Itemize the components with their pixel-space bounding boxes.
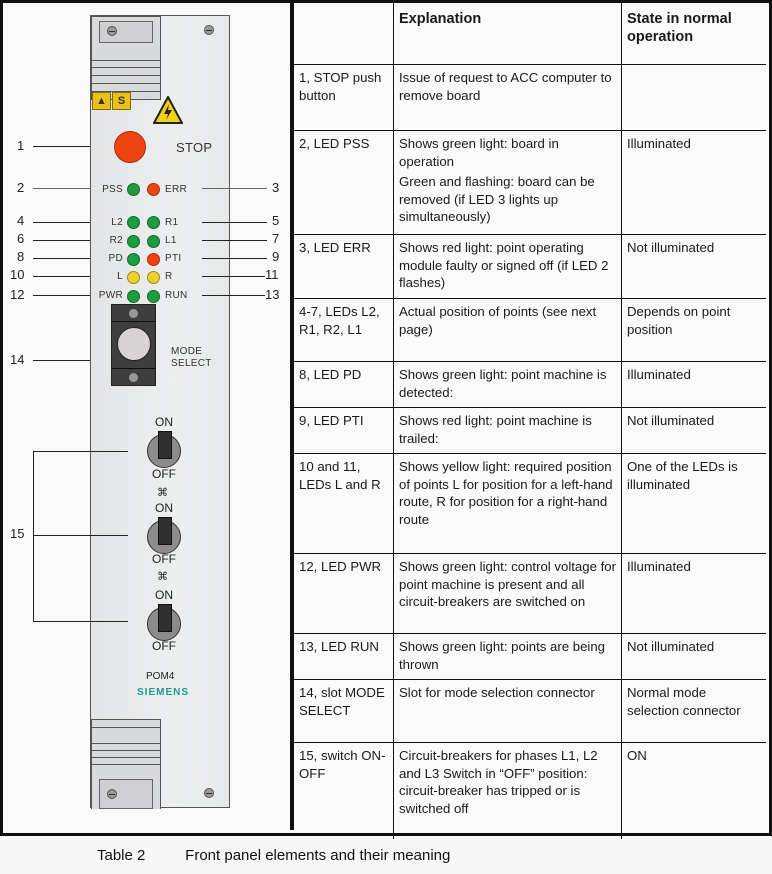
mode-select-connector	[117, 327, 151, 361]
cell-explanation: Shows red light: point operating module faulty or signed off (if LED 2 flashes)	[394, 235, 622, 299]
cell-element: 1, STOP push button	[294, 65, 394, 131]
callout-8: 8	[17, 249, 25, 264]
callout-5: 5	[272, 213, 280, 228]
cell-explanation	[394, 131, 622, 235]
switch-off-label: OFF	[152, 467, 176, 481]
led-pwr	[127, 290, 140, 303]
callout-15: 15	[10, 526, 25, 541]
screw-hash-icon: ⌘	[157, 487, 168, 499]
led-label: PWR	[98, 290, 123, 301]
esd-hand-icon: S	[112, 92, 131, 110]
screw-icon	[129, 373, 138, 382]
table-row	[294, 680, 766, 743]
led-l1	[147, 235, 160, 248]
header-state: State in normal operation	[622, 3, 767, 65]
mode-label: MODE	[171, 346, 203, 357]
cell-element: 8, LED PD	[294, 362, 394, 408]
cell-state: Not illuminated	[622, 634, 767, 680]
table-row	[294, 362, 766, 408]
circuit-breaker-switch-2[interactable]	[147, 520, 181, 554]
brand-logo: SIEMENS	[137, 687, 190, 698]
led-label: ERR	[165, 184, 188, 195]
table-row	[294, 743, 766, 839]
table-row	[294, 131, 766, 235]
switch-on-label: ON	[155, 415, 173, 429]
explanation-line: Green and flashing: board can be removed (if LED 3 lights up simultaneously)	[399, 174, 595, 224]
led-err	[147, 183, 160, 196]
front-panel-elements-table	[294, 3, 766, 839]
cell-explanation: Slot for mode selection connector	[394, 680, 622, 743]
led-label: PTI	[165, 253, 182, 264]
cell-state: Normal mode selection connector	[622, 680, 767, 743]
cell-element: 12, LED PWR	[294, 554, 394, 634]
callout-14: 14	[10, 352, 25, 367]
cell-explanation: Actual position of points (see next page)	[394, 299, 622, 362]
table-row	[294, 554, 766, 634]
cell-element: 2, LED PSS	[294, 131, 394, 235]
table-row	[294, 408, 766, 454]
led-pd	[127, 253, 140, 266]
mode-select-slot[interactable]	[111, 304, 156, 386]
cell-explanation: Shows red light: point machine is trailed:	[394, 408, 622, 454]
led-pss	[127, 183, 140, 196]
led-label: RUN	[165, 290, 188, 301]
led-r	[147, 271, 160, 284]
switch-on-label: ON	[155, 588, 173, 602]
cell-explanation: Circuit-breakers for phases L1, L2 and L3 Switch in “OFF” position: circuit-breaker has tripped or is switched off	[394, 743, 622, 839]
screw-icon	[107, 26, 117, 36]
esd-warning-icon: ▲	[92, 92, 111, 110]
led-label: L2	[111, 217, 123, 228]
table-row	[294, 634, 766, 680]
cell-element: 10 and 11, LEDs L and R	[294, 454, 394, 554]
select-label: SELECT	[171, 358, 212, 369]
table-row	[294, 454, 766, 554]
cell-state: Illuminated	[622, 131, 767, 235]
led-label: L1	[165, 235, 177, 246]
screw-icon	[204, 788, 214, 798]
led-label: R2	[109, 235, 123, 246]
callout-2: 2	[17, 180, 25, 195]
cell-explanation: Issue of request to ACC computer to remove board	[394, 65, 622, 131]
cell-explanation: Shows green light: points are being thrown	[394, 634, 622, 680]
top-handle	[91, 16, 161, 100]
stop-push-button[interactable]	[114, 131, 146, 163]
led-label: PD	[108, 253, 123, 264]
cell-explanation: Shows yellow light: required position of points L for position for a left-hand route, R for position for a right-hand route	[394, 454, 622, 554]
table-caption	[97, 847, 450, 864]
screw-hash-icon: ⌘	[157, 571, 168, 583]
callout-10: 10	[10, 267, 25, 282]
callout-13: 13	[265, 287, 280, 302]
bottom-handle	[91, 719, 161, 809]
screw-icon	[107, 789, 117, 799]
callout-1: 1	[17, 138, 25, 153]
header-element	[294, 3, 394, 65]
callout-4: 4	[17, 213, 25, 228]
cell-element: 9, LED PTI	[294, 408, 394, 454]
table-header-row	[294, 3, 766, 65]
front-panel-illustration	[90, 15, 230, 808]
callout-7: 7	[272, 231, 280, 246]
high-voltage-warning-icon	[153, 96, 183, 124]
header-explanation: Explanation	[394, 3, 622, 65]
led-pti	[147, 253, 160, 266]
callout-12: 12	[10, 287, 25, 302]
cell-state: Illuminated	[622, 362, 767, 408]
table-row	[294, 65, 766, 131]
cell-state: ON	[622, 743, 767, 839]
screw-icon	[204, 25, 214, 35]
cell-state: Not illuminated	[622, 408, 767, 454]
cell-element: 15, switch ON-OFF	[294, 743, 394, 839]
cell-state: Depends on point position	[622, 299, 767, 362]
table-row	[294, 299, 766, 362]
cell-element: 14, slot MODE SELECT	[294, 680, 394, 743]
cell-state: One of the LEDs is illuminated	[622, 454, 767, 554]
led-label: R1	[165, 217, 179, 228]
led-label: L	[117, 271, 123, 282]
table-row	[294, 235, 766, 299]
circuit-breaker-switch-1[interactable]	[147, 434, 181, 468]
led-label: R	[165, 271, 173, 282]
led-label: PSS	[102, 184, 123, 195]
cell-state: Illuminated	[622, 554, 767, 634]
cell-state	[622, 65, 767, 131]
cell-state: Not illuminated	[622, 235, 767, 299]
callout-11: 11	[265, 267, 279, 282]
led-r2	[127, 235, 140, 248]
callout-3: 3	[272, 180, 280, 195]
screw-icon	[129, 309, 138, 318]
led-l	[127, 271, 140, 284]
cell-element: 13, LED RUN	[294, 634, 394, 680]
led-r1	[147, 216, 160, 229]
switch-off-label: OFF	[152, 552, 176, 566]
led-l2	[127, 216, 140, 229]
switch-on-label: ON	[155, 501, 173, 515]
cell-explanation: Shows green light: control voltage for point machine is present and all circuit-breakers are switched on	[394, 554, 622, 634]
stop-label: STOP	[176, 140, 213, 155]
cell-element: 4-7, LEDs L2, R1, R2, L1	[294, 299, 394, 362]
cell-explanation: Shows green light: point machine is detected:	[394, 362, 622, 408]
led-run	[147, 290, 160, 303]
circuit-breaker-switch-3[interactable]	[147, 607, 181, 641]
cell-element: 3, LED ERR	[294, 235, 394, 299]
explanation-line: Shows green light: board in operation	[399, 136, 559, 169]
model-label: POM4	[146, 671, 175, 682]
switch-off-label: OFF	[152, 639, 176, 653]
caption-number: Table 2	[97, 847, 146, 864]
caption-text: Front panel elements and their meaning	[185, 847, 451, 864]
callout-6: 6	[17, 231, 25, 246]
callout-9: 9	[272, 249, 280, 264]
